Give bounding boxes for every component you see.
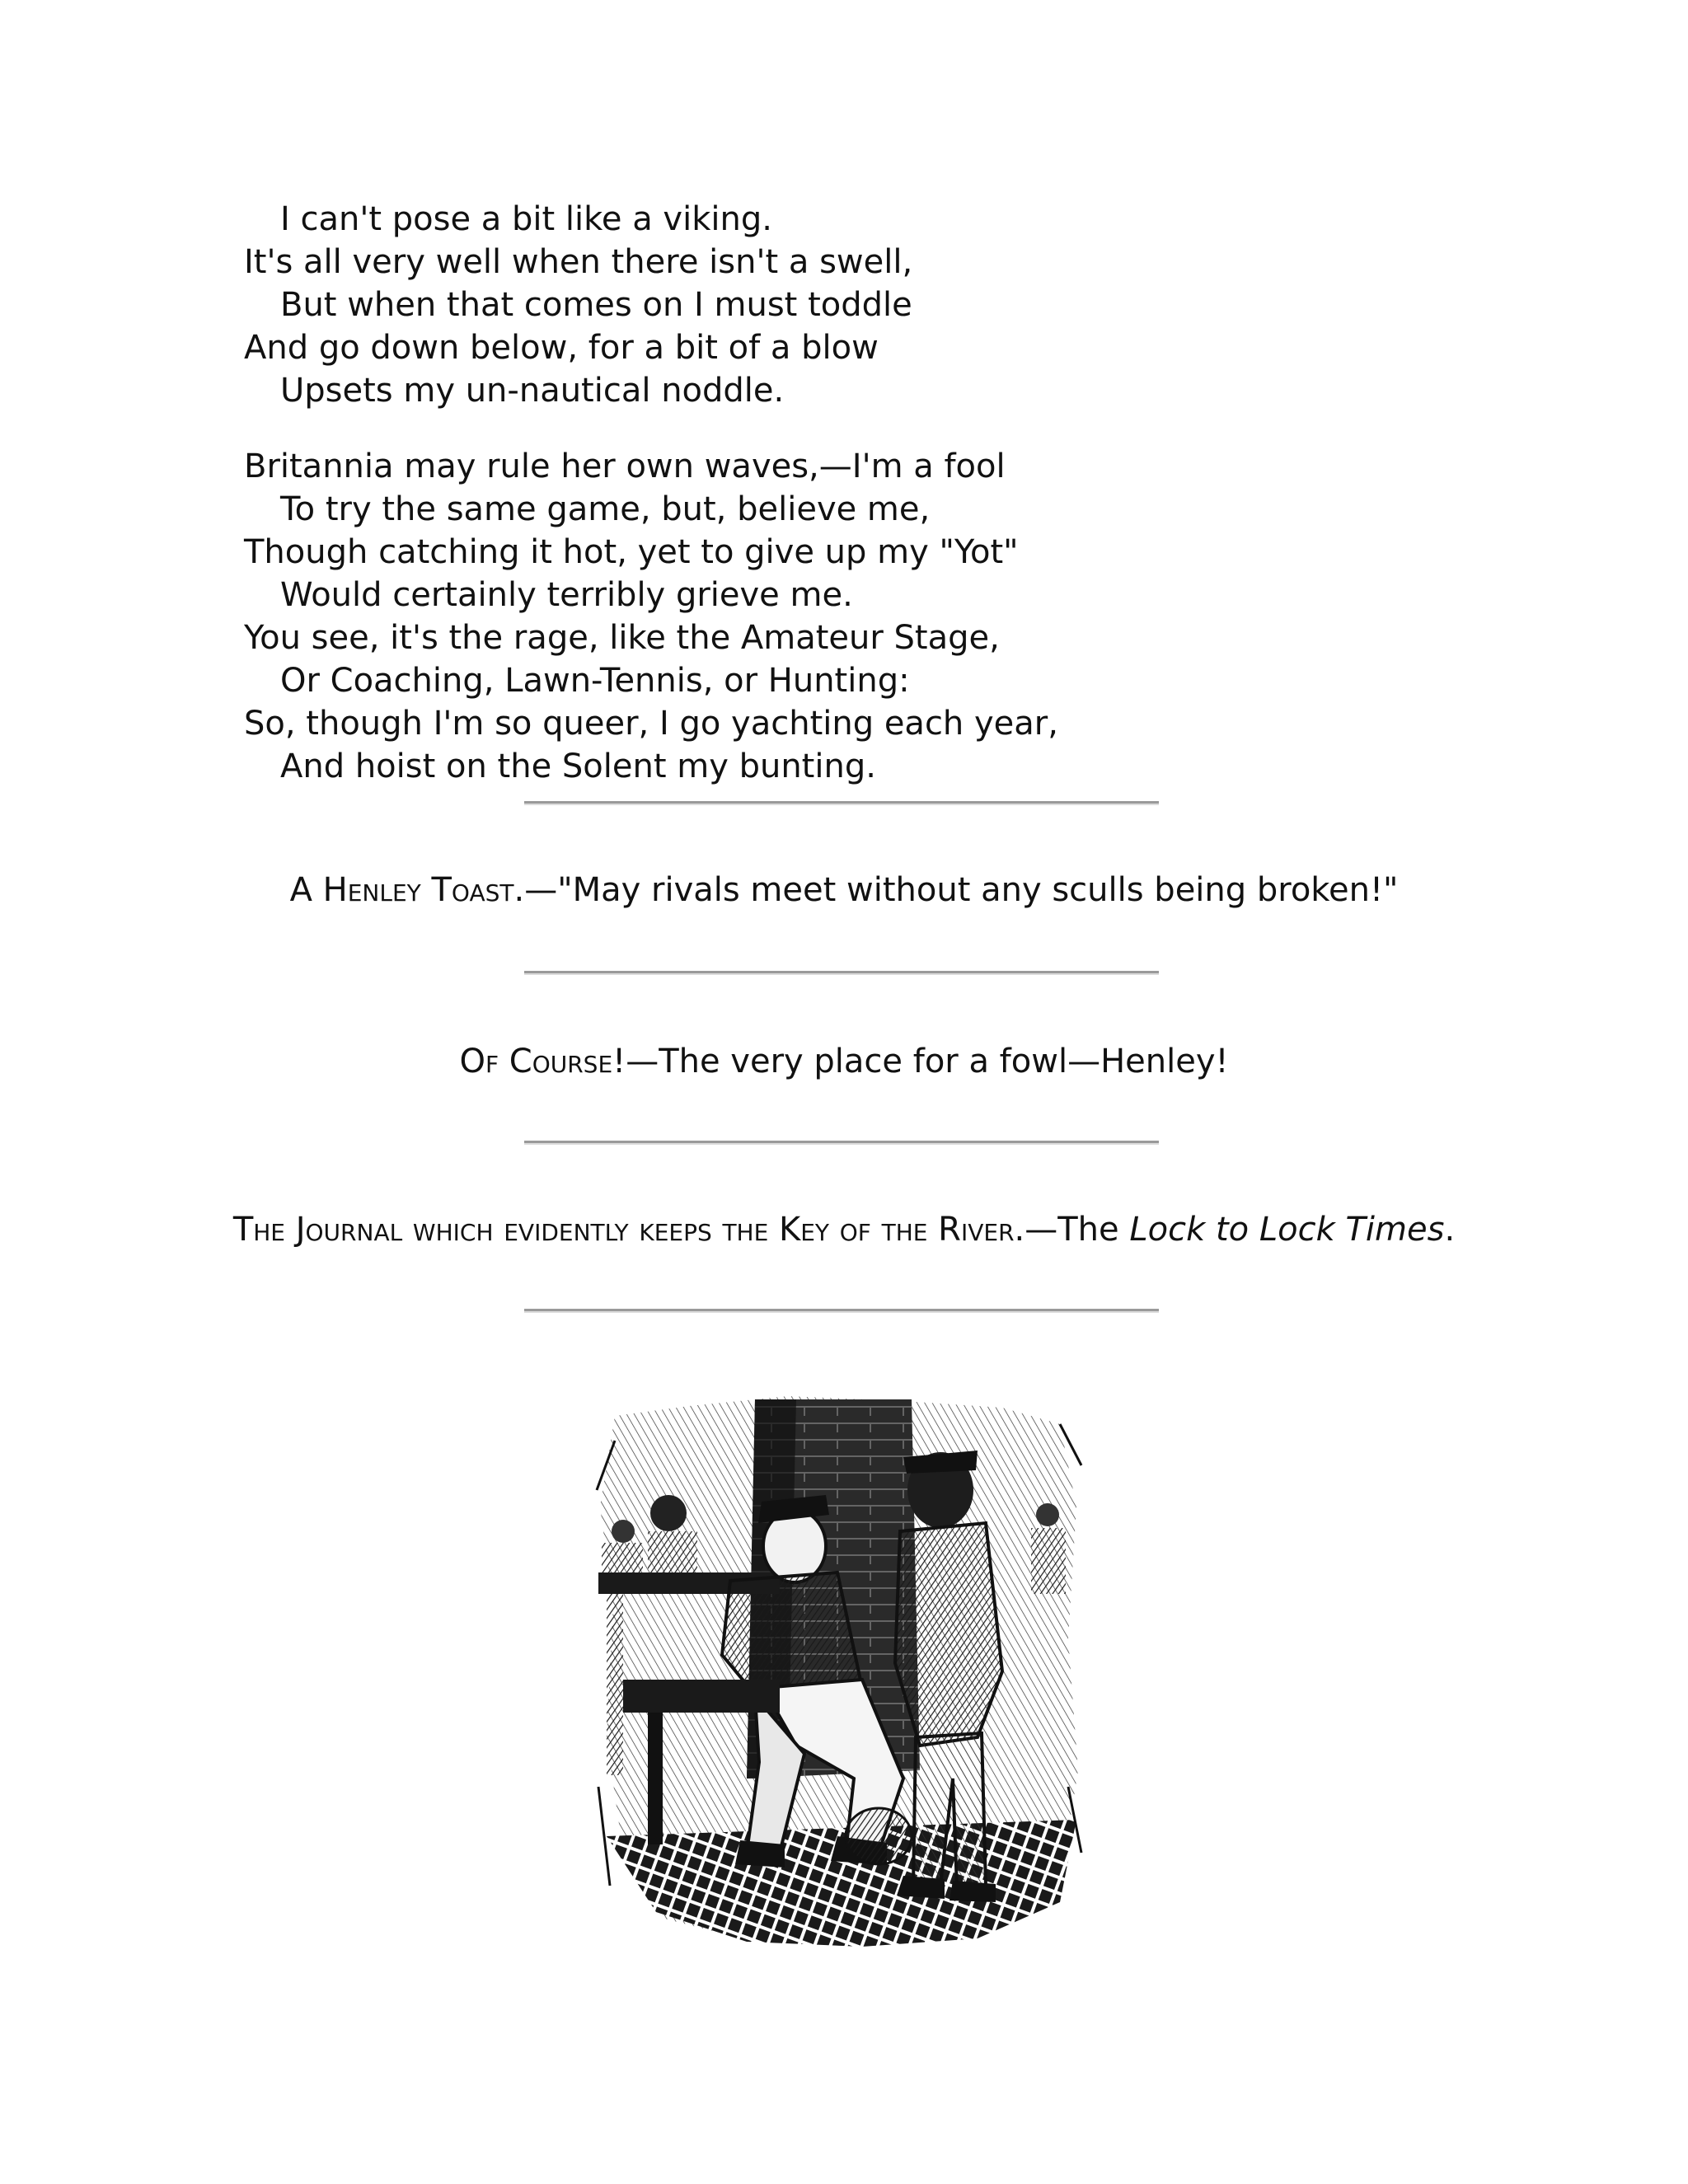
section-divider xyxy=(524,1309,1159,1313)
section-divider xyxy=(524,801,1159,805)
engraving-two-men-icon xyxy=(590,1391,1085,1952)
section-divider xyxy=(524,971,1159,975)
poem-line: You see, it's the rage, like the Amateur Stage, xyxy=(244,619,1000,657)
poem-line: But when that comes on I must toddle xyxy=(280,286,912,324)
poem-line: It's all very well when there isn't a swell, xyxy=(244,243,913,281)
poem-line: To try the same game, but, believe me, xyxy=(280,490,931,528)
journal-tail: . xyxy=(1444,1211,1456,1249)
poem-line: Would certainly terribly grieve me. xyxy=(280,576,853,614)
journal-heading: The Journal which evidently keeps the Key of the River. xyxy=(232,1211,1025,1249)
henley-toast-body: —"May rivals meet without any sculls being broken!" xyxy=(524,871,1399,909)
poem-line: Upsets my un-nautical noddle. xyxy=(280,372,785,410)
poem-line: Though catching it hot, yet to give up my "Yot" xyxy=(244,533,1019,571)
poem xyxy=(244,198,1315,788)
of-course-note xyxy=(0,1040,1688,1083)
journal-body: —The xyxy=(1025,1211,1130,1249)
poem-stanza-1 xyxy=(244,198,1315,412)
poem-stanza-2 xyxy=(244,445,1315,788)
poem-line: And hoist on the Solent my bunting. xyxy=(280,748,876,785)
henley-toast-note xyxy=(0,869,1688,912)
of-course-heading: Of Course! xyxy=(459,1043,626,1080)
poem-line: So, though I'm so queer, I go yachting each year, xyxy=(244,705,1058,743)
henley-toast-heading: A Henley Toast. xyxy=(289,871,525,909)
of-course-body: —The very place for a fowl—Henley! xyxy=(626,1043,1229,1080)
engraving-illustration xyxy=(590,1391,1085,1952)
poem-line: I can't pose a bit like a viking. xyxy=(280,200,772,238)
poem-line: Or Coaching, Lawn-Tennis, or Hunting: xyxy=(280,662,910,700)
poem-line: Britannia may rule her own waves,—I'm a fool xyxy=(244,448,1006,485)
journal-note xyxy=(0,1208,1688,1251)
journal-title: Lock to Lock Times xyxy=(1129,1211,1445,1249)
section-divider xyxy=(524,1141,1159,1145)
poem-line: And go down below, for a bit of a blow xyxy=(244,329,879,367)
